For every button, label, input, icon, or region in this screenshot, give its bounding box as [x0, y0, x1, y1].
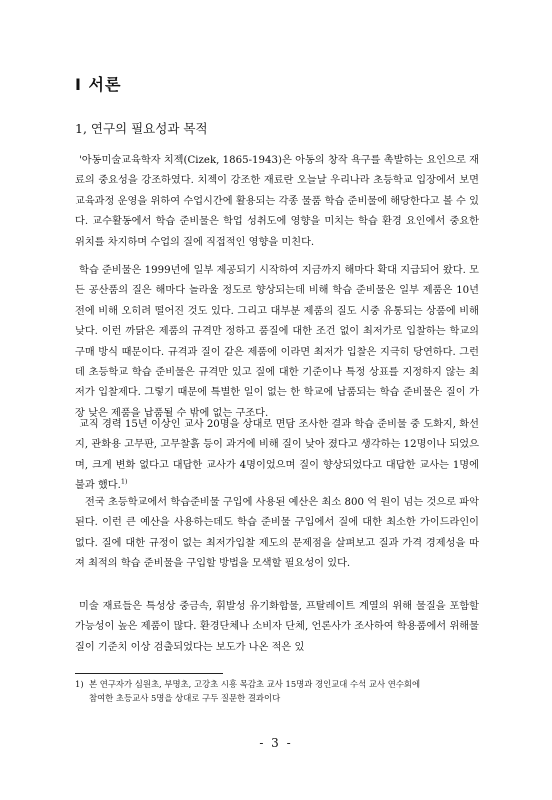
footnote-divider [75, 673, 223, 674]
footnote-reference[interactable]: 1) [120, 477, 128, 486]
footnote-line-1: 본 연구자가 심원초, 부명초, 고강초 시흥 목감초 교사 15명과 경인교대 수석 교사 연수회에 [89, 679, 421, 689]
paragraph-2: 학습 준비물은 1999년에 일부 제공되기 시작하여 지금까지 해마다 확대 지급되어 왔다. 모든 공산품의 질은 해마다 놀라울 정도로 향상되는데 비해 학습 준비물은 일부 제품은 10년 전에 비해 오히려 떨어진 것도 있다. 그리고 대부분 제품의 질도 시중 유통되는 상품에 비해 낮다. 이런 까닭은 제품의 규격만 정하고 품질에 대한 조건 없이 최저가로 입찰하는 학교의 구매 방식 때문이다. 규격과 질이 같은 제품에 이라면 최저가 입찰은 지극히 당연하다. 그런데 초등학교 학습 준비물은 규격만 있고 질에 대한 기준이나 특정 상표를 지정하지 않는 최저가 입찰제다. 그렇기 때문에 특별한 일이 없는 한 학교에 납품되는 학습 준비물은 질이 가장 낮은 제품을 납품될 수 밖에 없는 구조다. [75, 265, 479, 419]
paragraph-5: 미술 재료들은 특성상 중금속, 휘발성 유기화합물, 프탈레이트 계열의 위해 물질을 포함할 가능성이 높은 제품이 많다. 환경단체나 소비자 단체, 언론사가 조사하여 학용품에서 위해물질이 기준치 이상 검출되었다는 보도가 나온 적은 있 [75, 601, 479, 653]
paragraph-3 [75, 415, 479, 497]
paragraph-4: 전국 초등학교에서 학습준비물 구입에 사용된 예산은 최소 800 억 원이 넘는 것으로 파악된다. 이런 큰 예산을 사용하는데도 학습 준비물 구입에서 질에 대한 최소한 가이드라인이 없다. 질에 대한 규정이 없는 최저가입찰 제도의 문제점을 살펴보고 질과 가격 경제성을 따져 최적의 학습 준비물을 구입할 방법을 모색할 필요성이 있다. [75, 497, 479, 570]
chapter-title: Ⅰ 서론 [75, 75, 122, 94]
footnote-line-2: 참여한 초등교사 5명을 상대로 구두 질문한 결과이다 [89, 693, 281, 703]
footnote [75, 677, 485, 705]
paragraph-1: '아동미술교육학자 치젝(Cizek, 1865-1943)은 아동의 창작 욕구를 촉발하는 요인으로 재료의 중요성을 강조하였다. 치젝이 강조한 재료란 오늘날 우리나라 초등학교 입장에서 보면 교육과정 운영을 위하여 수업시간에 활용되는 각종 물품 학습 준비물에 해당한다고 볼 수 있다. 교수활동에서 학습 준비물은 학업 성취도에 영향을 미치는 학습 환경 요인에서 중요한 위치를 차지하며 수업의 질에 직접적인 영향을 미친다. [75, 155, 479, 248]
paragraph-3-text: 교직 경력 15년 이상인 교사 20명을 상대로 면담 조사한 결과 학습 준비물 중 도화지, 화선지, 관화용 고무판, 고무찰흙 등이 과거에 비해 질이 낮아 졌다고 생각하는 12명이나 되었으며, 크게 변화 없다고 대답한 교사가 4명이었으며 질이 향상되었다고 대답한 교사는 1명에 불과 했다. [75, 419, 479, 492]
footnote-mark: 1) [75, 679, 84, 689]
page-number: - 3 - [259, 736, 293, 750]
section-title: 1, 연구의 필요성과 목적 [75, 121, 208, 136]
